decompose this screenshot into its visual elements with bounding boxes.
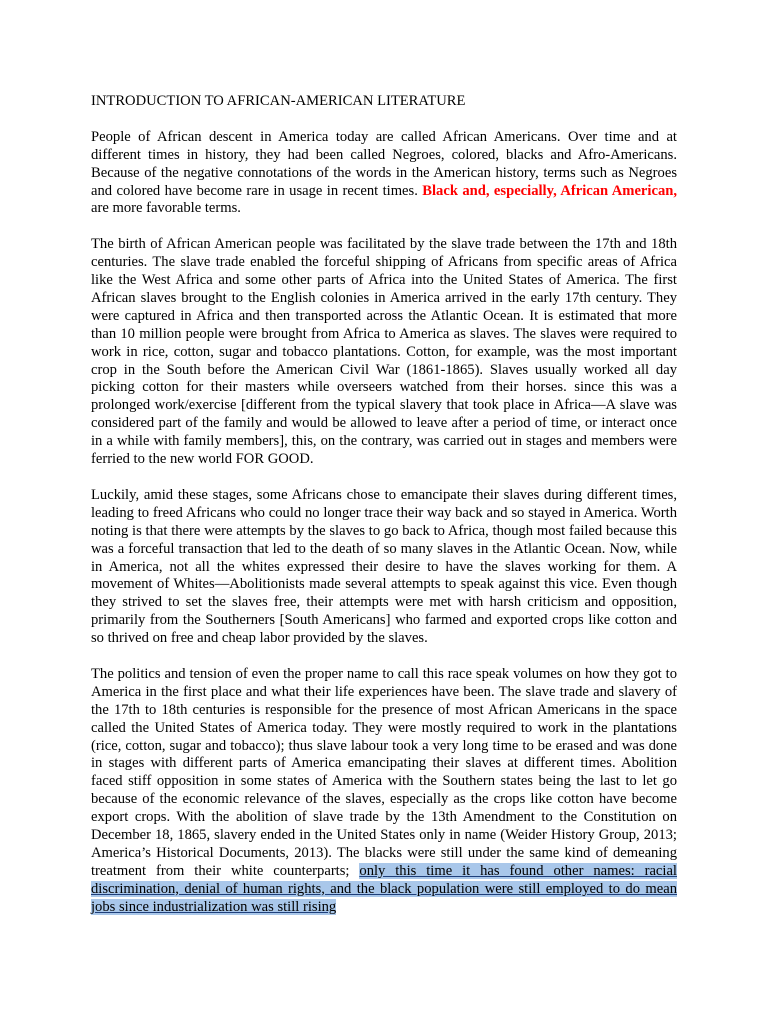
red-emphasis-text: Black and, especially, African American, [422, 182, 677, 199]
paragraph-4-text: The politics and tension of even the proper name to call this race speak volumes on how they got to America in the first place and what their life experiences have been. The slave trade and slavery of the 17th to 18th centuries is responsible for the presence of most African Americans in the space called the United States of America today. They were mostly required to work in the plantations (rice, cotton, sugar and tobacco); thus slave labour took a very long time to be erased and was done in stages with different parts of America emancipating their slaves at different times. Abolition faced stiff opposition in some states of America with the Southern states being the last to let go because of the economic relevance of the slaves, especially as the crops like cotton have become export crops. With the abolition of slave trade by the 13th Amendment to the Constitution on December 18, 1865, slavery ended in the United States only in name (Weider History Group, 2013; America’s Historical Documents, 2013). The blacks were still under the same kind of demeaning treatment from their white counterparts; [91, 665, 677, 879]
paragraph-1-text-end: are more favorable terms. [91, 200, 241, 217]
selected-text-highlight[interactable]: only this time it has found other names: racial discrimination, denial of human rights, and the black population were still employed to do mean jobs since industrialization was still rising [91, 862, 677, 915]
paragraph-3: Luckily, amid these stages, some Africans chose to emancipate their slaves during different times, leading to freed Africans who could no longer trace their way back and so stayed in America. Worth noting is that there were attempts by the slaves to go back to Africa, though most failed because this was a forceful transaction that led to the death of so many slaves in the Atlantic Ocean. Now, while in America, not all the whites expressed their desire to have the slaves working for them. A movement of Whites—Abolitionists made several attempts to speak against this vice. Even though they strived to set the slaves free, their attempts were met with harsh criticism and opposition, primarily from the Southerners [South Americans] who farmed and exported crops like cotton and so thrived on free and cheap labor provided by the slaves. [91, 486, 677, 647]
paragraph-2: The birth of African American people was facilitated by the slave trade between the 17th and 18th centuries. The slave trade enabled the forceful shipping of Africans from specific areas of Africa like the West Africa and some other parts of Africa into the United States of America. The first African slaves brought to the English colonies in America arrived in the early 17th century. They were captured in Africa and then transported across the Atlantic Ocean. It is estimated that more than 10 million people were brought from Africa to America as slaves. The slaves were required to work in rice, cotton, sugar and tobacco plantations. Cotton, for example, was the most important crop in the South before the American Civil War (1861-1865). Slaves usually worked all day picking cotton for their masters while overseers watched from their horses. since this was a prolonged work/exercise [different from the typical slavery that took place in Africa—A slave was considered part of the family and would be allowed to leave after a period of time, or interact once in a while with family members], this, on the contrary, was carried out in stages and members were ferried to the new world FOR GOOD. [91, 236, 677, 468]
paragraph-1-text: People of African descent in America today are called African Americans. Over time and at different times in history, they had been called Negroes, colored, blacks and Afro-Americans. Because of the negative connotations of the words in the American history, terms such as Negroes and colored have become rare in usage in recent times. [91, 128, 677, 199]
document-body [91, 93, 677, 935]
document-title: INTRODUCTION TO AFRICAN-AMERICAN LITERATURE [91, 93, 466, 109]
paragraph-1 [91, 129, 677, 219]
paragraph-4 [91, 666, 677, 917]
